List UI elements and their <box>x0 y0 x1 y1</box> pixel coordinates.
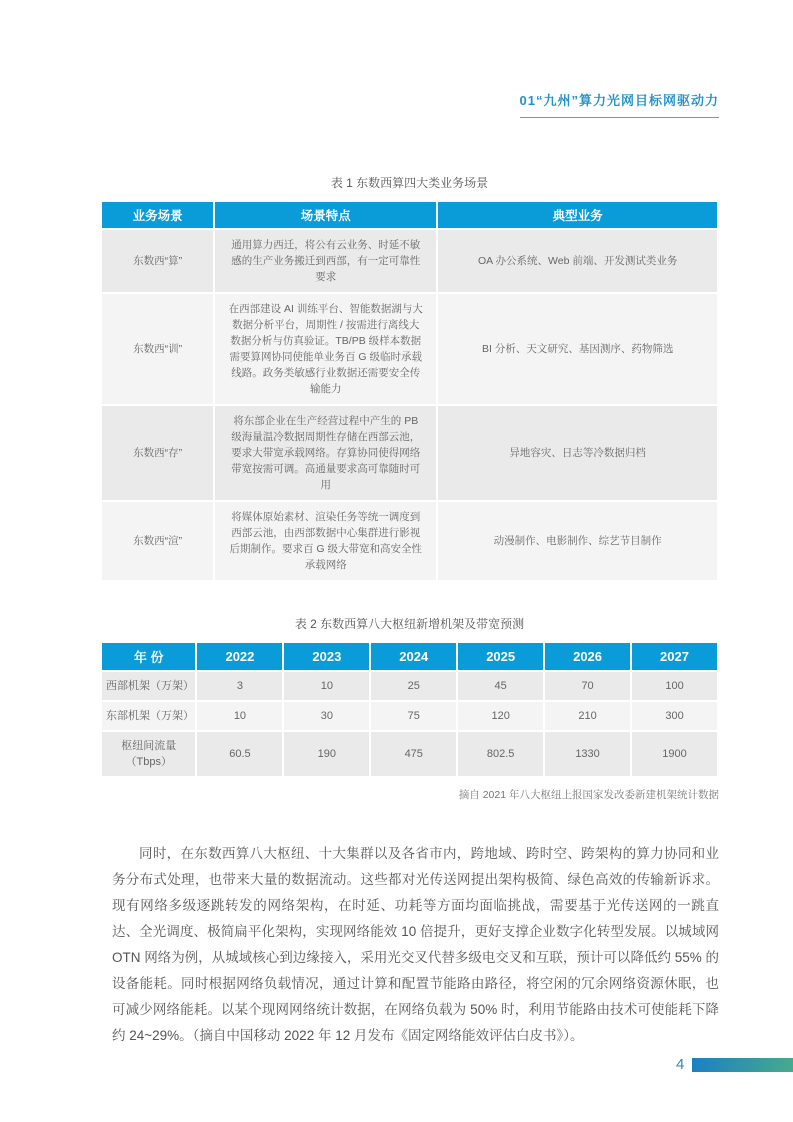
column-header: 2022 <box>197 643 282 670</box>
body-paragraph: 同时，在东数西算八大枢纽、十大集群以及各省市内，跨地域、跨时空、跨架构的算力协同和业务分布式处理，也带来大量的数据流动。这些都对光传送网提出架构极简、绿色高效的传输新诉求。现有网络多级逐跳转发的网络架构，在时延、功耗等方面均面临挑战，需要基于光传送网的一跳直达、全光调度、极简扁平化架构，实现网络能效 10 倍提升，更好支撑企业数字化转型发展。以城域网 OTN 网络为例，从城域核心到边缘接入，采用光交叉代替多级电交叉和互联，预计可以降低约 55% 的设备能耗。同时根据网络负载情况，通过计算和配置节能路由路径，将空闲的冗余网络资源休眠，也可减少网络能耗。以某个现网网络统计数据，在网络负载为 50% 时，利用节能路由技术可使能耗下降约 24~29%。（摘自中国移动 2022 年 12 月发布《固定网络能效评估白皮书》）。 <box>112 846 719 1043</box>
cell-value: 45 <box>458 672 543 700</box>
cell-value: 30 <box>284 702 369 730</box>
cell-scenario: 东数西“渲” <box>102 502 213 580</box>
cell-row-label: 枢纽间流量（Tbps） <box>102 732 195 776</box>
table2-header-row <box>102 643 717 670</box>
cell-row-label: 东部机架（万架） <box>102 702 195 730</box>
table1-caption: 表 1 东数西算四大类业务场景 <box>330 176 489 190</box>
footer-gradient-bar <box>692 1058 793 1072</box>
cell-typical-business: 动漫制作、电影制作、综艺节目制作 <box>438 502 717 580</box>
table-row <box>102 294 717 404</box>
column-header: 业务场景 <box>102 202 213 228</box>
cell-value: 10 <box>284 672 369 700</box>
table1-header-row <box>102 202 717 228</box>
cell-value: 210 <box>545 702 630 730</box>
cell-value: 475 <box>371 732 456 776</box>
cell-features: 将东部企业在生产经营过程中产生的 PB 级海量温冷数据周期性存储在西部云池，要求大带宽承载网络。存算协同使得网络带宽按需可调。高通量要求高可靠随时可用 <box>215 406 436 500</box>
page-number: 4 <box>676 1056 685 1073</box>
table-row <box>102 406 717 500</box>
table-row <box>102 702 717 730</box>
column-header: 2026 <box>545 643 630 670</box>
cell-value: 1900 <box>632 732 717 776</box>
running-header <box>520 90 719 118</box>
column-header: 2025 <box>458 643 543 670</box>
cell-features: 将媒体原始素材、渲染任务等统一调度到西部云池，由西部数据中心集群进行影视后期制作。要求百 G 级大带宽和高安全性承载网络 <box>215 502 436 580</box>
cell-value: 120 <box>458 702 543 730</box>
cell-features: 通用算力西迁，将公有云业务、时延不敏感的生产业务搬迁到西部，有一定可靠性要求 <box>215 230 436 292</box>
table2-caption: 表 2 东数西算八大枢纽新增机架及带宽预测 <box>294 617 525 631</box>
cell-features: 在西部建设 AI 训练平台、智能数据湖与大数据分析平台，周期性 / 按需进行离线大数据分析与仿真验证。TB/PB 级样本数据需要算网协同使能单业务百 G 级临时承载线路。政务类敏感行业数据还需要安全传输能力 <box>215 294 436 404</box>
column-header: 典型业务 <box>438 202 717 228</box>
cell-value: 25 <box>371 672 456 700</box>
column-header-year: 年 份 <box>102 643 195 670</box>
cell-value: 802.5 <box>458 732 543 776</box>
cell-value: 60.5 <box>197 732 282 776</box>
cell-scenario: 东数西“训” <box>102 294 213 404</box>
table-row <box>102 672 717 700</box>
cell-value: 300 <box>632 702 717 730</box>
cell-typical-business: BI 分析、天文研究、基因测序、药物筛选 <box>438 294 717 404</box>
cell-typical-business: OA 办公系统、Web 前端、开发测试类业务 <box>438 230 717 292</box>
cell-value: 10 <box>197 702 282 730</box>
column-header: 2027 <box>632 643 717 670</box>
cell-value: 1330 <box>545 732 630 776</box>
cell-value: 70 <box>545 672 630 700</box>
cell-value: 75 <box>371 702 456 730</box>
page-footer <box>668 1056 793 1073</box>
cell-value: 100 <box>632 672 717 700</box>
table-hub-forecast <box>100 641 719 778</box>
table-row <box>102 502 717 580</box>
chapter-title: 01“九州”算力光网目标网驱动力 <box>520 90 719 118</box>
cell-scenario: 东数西“存” <box>102 406 213 500</box>
cell-value: 3 <box>197 672 282 700</box>
column-header: 场景特点 <box>215 202 436 228</box>
cell-scenario: 东数西“算” <box>102 230 213 292</box>
table-row <box>102 732 717 776</box>
page-content <box>100 174 719 1049</box>
cell-row-label: 西部机架（万架） <box>102 672 195 700</box>
table2-source-note: 摘自 2021 年八大枢纽上报国家发改委新建机架统计数据 <box>458 789 719 801</box>
cell-value: 190 <box>284 732 369 776</box>
column-header: 2024 <box>371 643 456 670</box>
table-row <box>102 230 717 292</box>
column-header: 2023 <box>284 643 369 670</box>
table-business-scenarios <box>100 200 719 582</box>
cell-typical-business: 异地容灾、日志等冷数据归档 <box>438 406 717 500</box>
